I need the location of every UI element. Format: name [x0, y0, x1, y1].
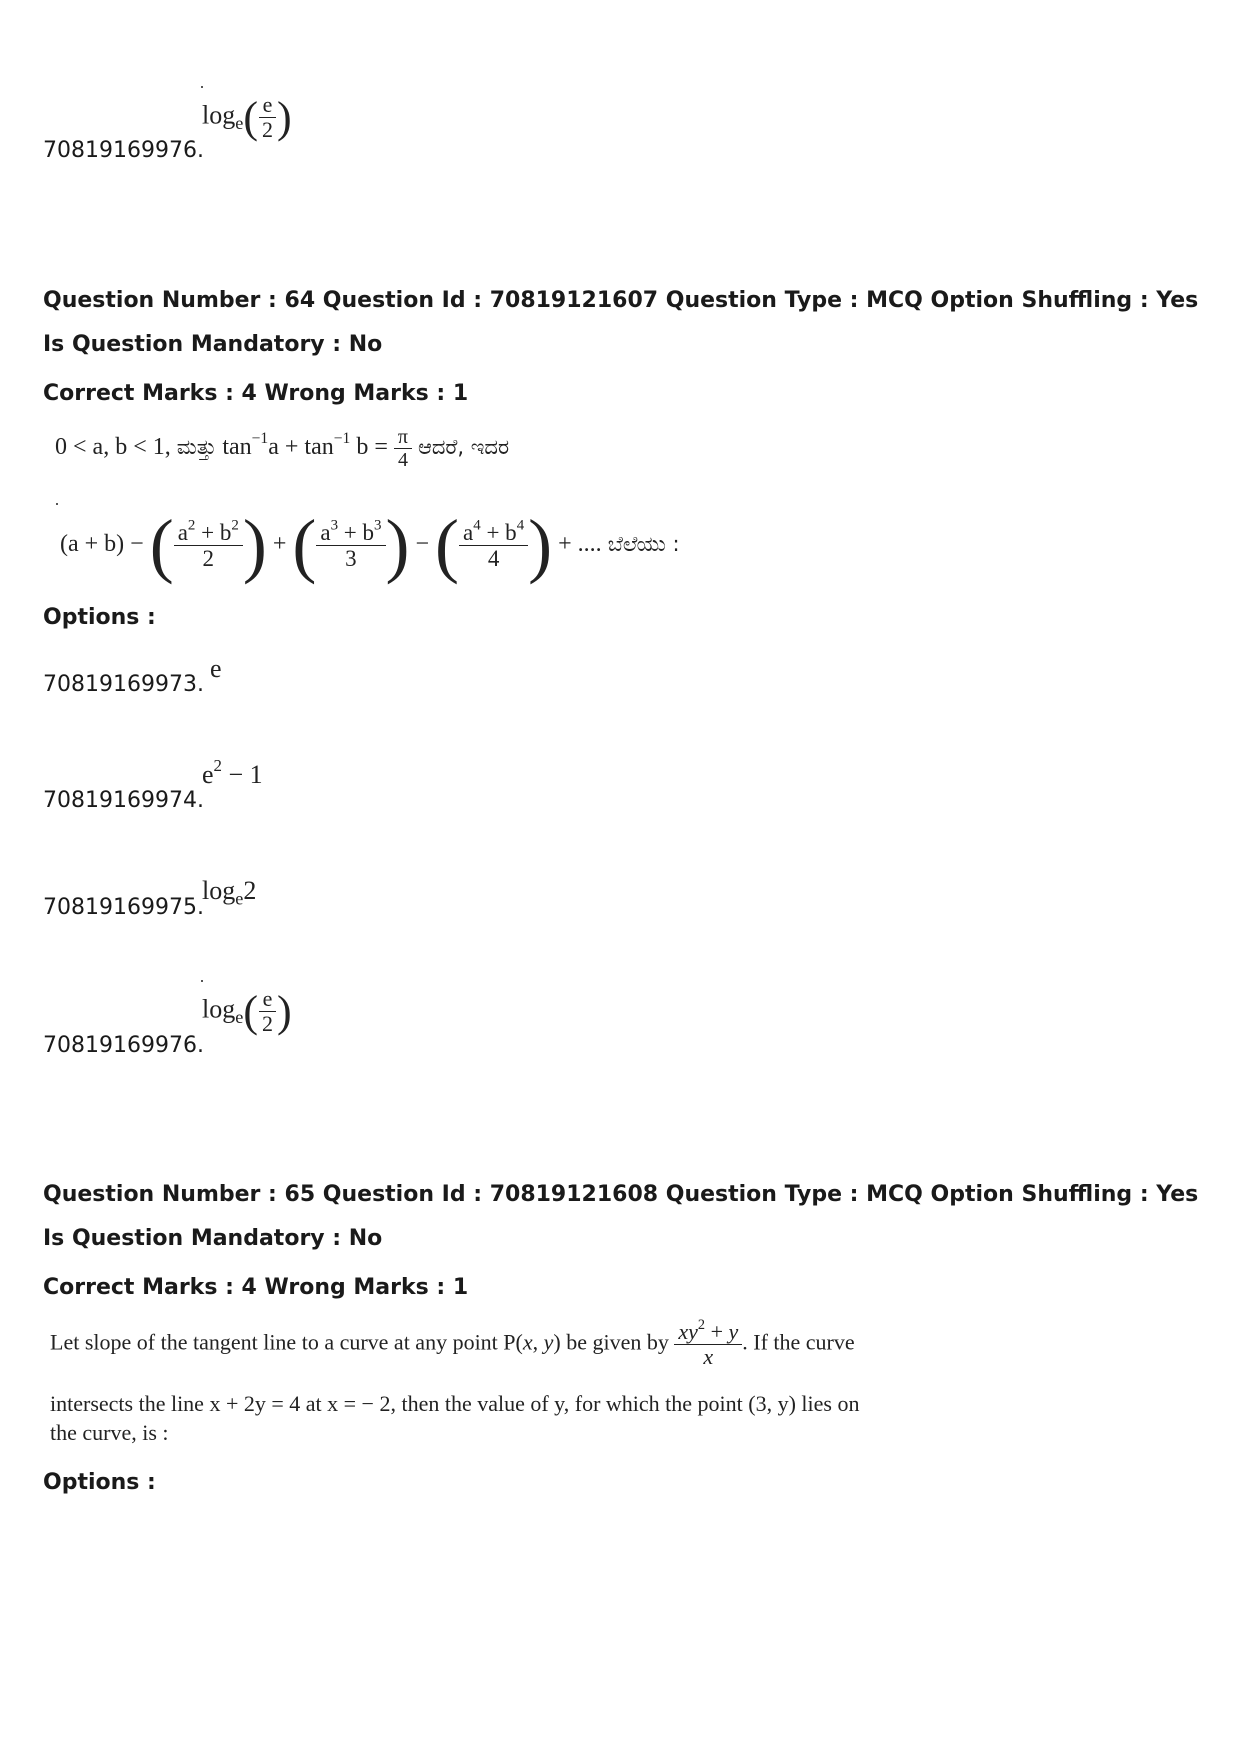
series-fraction-3	[316, 517, 385, 572]
option-math-e-squared-minus-1	[202, 756, 263, 790]
log-text: log	[202, 994, 236, 1024]
fraction-denominator	[699, 1345, 717, 1369]
fraction-numerator: e	[259, 93, 277, 118]
exponent: 2	[187, 517, 196, 534]
fraction-denominator: 4	[487, 546, 500, 571]
stem-text: . If the curve	[742, 1329, 855, 1355]
log-text: log	[202, 876, 236, 905]
exponent: 3	[374, 517, 382, 534]
var-xy: xy	[678, 1319, 698, 1344]
tan-text: tan	[222, 434, 252, 461]
condition-text: 0 < a, b < 1,	[55, 434, 177, 461]
fraction-denominator: 2	[261, 1011, 273, 1036]
plus-sign: +	[705, 1319, 729, 1344]
exponent: 4	[516, 517, 525, 534]
log-argument: 2	[243, 876, 257, 905]
fraction-denominator: 3	[345, 546, 357, 571]
question-meta-line: Question Number : 64 Question Id : 70819121607 Question Type : MCQ Option Shuffling : Yes	[43, 288, 1199, 313]
question-meta-line: Question Number : 65 Question Id : 70819121608 Question Type : MCQ Option Shuffling : Yes	[43, 1182, 1199, 1207]
right-paren: )	[242, 505, 267, 585]
left-paren: (	[243, 93, 258, 142]
exponent: 2	[231, 517, 239, 534]
option-id: 70819169976.	[43, 138, 204, 163]
series-fraction-4	[459, 517, 528, 572]
inverse-exponent: −1	[251, 430, 269, 448]
right-paren: )	[276, 93, 292, 142]
kannada-text: ಬೆಲೆಯು :	[607, 532, 680, 557]
var-a: a	[177, 519, 188, 545]
exponent: 2	[213, 756, 222, 776]
fraction-denominator: 2	[261, 117, 273, 142]
log-base: e	[235, 1006, 244, 1027]
log-base: e	[235, 888, 244, 909]
base-e: e	[202, 760, 214, 789]
exponent: 4	[473, 517, 481, 534]
scan-dot	[201, 980, 203, 982]
option-id: 70819169975.	[43, 895, 204, 920]
options-label: Options :	[43, 1470, 156, 1495]
series-fraction-2	[174, 517, 243, 572]
option-math-log-e-2	[202, 876, 257, 909]
question-stem-line-1	[50, 1317, 855, 1370]
fraction-numerator	[459, 517, 528, 546]
series-continuation: + ....	[558, 531, 608, 558]
question-stem-line-2	[60, 504, 680, 587]
log-base: e	[235, 112, 244, 133]
fraction-denominator: 2	[202, 546, 215, 571]
inverse-exponent: −1	[333, 430, 351, 448]
options-label: Options :	[43, 605, 156, 630]
option-id: 70819169974.	[43, 788, 204, 813]
pi-over-4-fraction	[394, 426, 412, 471]
option-id: 70819169976.	[43, 1033, 204, 1058]
fraction-denominator: 4	[397, 449, 408, 471]
marks-line: Correct Marks : 4 Wrong Marks : 1	[43, 381, 469, 406]
fraction-numerator: e	[259, 987, 277, 1012]
plus-b: + b	[195, 519, 232, 545]
plus-b: + b	[480, 519, 517, 545]
exponent: 3	[330, 517, 339, 534]
fraction	[258, 987, 277, 1036]
exponent: 2	[697, 1317, 706, 1333]
fraction-numerator	[674, 1317, 742, 1345]
option-id: 70819169973.	[43, 672, 204, 697]
question-stem-line-3: the curve, is :	[50, 1420, 169, 1445]
question-stem-line-1	[55, 426, 509, 471]
minus-sign: −	[415, 531, 430, 558]
marks-line: Correct Marks : 4 Wrong Marks : 1	[43, 1275, 469, 1300]
left-paren: (	[292, 505, 317, 585]
var-y: y	[728, 1319, 739, 1344]
kannada-text: ಮತ್ತು	[176, 435, 217, 460]
option-math-log-e-over-2	[202, 92, 292, 143]
tan-text: a + tan	[268, 434, 334, 461]
fraction-numerator: π	[394, 426, 412, 449]
scan-dot	[56, 503, 58, 505]
stem-text: Let slope of the tangent line to a curve at any point P(	[50, 1329, 523, 1355]
kannada-text: ಆದರೆ, ಇದರ	[418, 435, 510, 460]
option-math-e: e	[210, 654, 222, 683]
var-a: a	[320, 519, 331, 545]
fraction-numerator	[316, 517, 385, 546]
right-paren: )	[528, 505, 553, 585]
comma: ,	[532, 1329, 544, 1355]
right-paren: )	[385, 505, 410, 585]
var-a: a	[463, 519, 474, 545]
var-x: x	[703, 1344, 714, 1370]
slope-fraction	[674, 1317, 742, 1370]
mandatory-line: Is Question Mandatory : No	[43, 332, 383, 357]
equals-text: b =	[350, 434, 394, 461]
log-text: log	[202, 100, 236, 130]
fraction	[258, 93, 277, 142]
scan-dot	[201, 86, 203, 88]
fraction-numerator	[174, 517, 243, 546]
series-first-term: (a + b) −	[60, 531, 144, 558]
var-x: x	[522, 1329, 533, 1355]
left-paren: (	[149, 505, 174, 585]
left-paren: (	[435, 505, 460, 585]
mandatory-line: Is Question Mandatory : No	[43, 1226, 383, 1251]
var-y: y	[543, 1329, 554, 1355]
option-math-log-e-over-2	[202, 986, 292, 1037]
plus-sign: +	[272, 531, 287, 558]
plus-b: + b	[338, 519, 375, 545]
left-paren: (	[243, 987, 258, 1036]
right-paren: )	[276, 987, 292, 1036]
question-stem-line-2: intersects the line x + 2y = 4 at x = − 2, then the value of y, for which the point (3, y) lies on	[50, 1391, 860, 1416]
stem-text: ) be given by	[553, 1329, 669, 1355]
minus-one: − 1	[222, 760, 263, 789]
